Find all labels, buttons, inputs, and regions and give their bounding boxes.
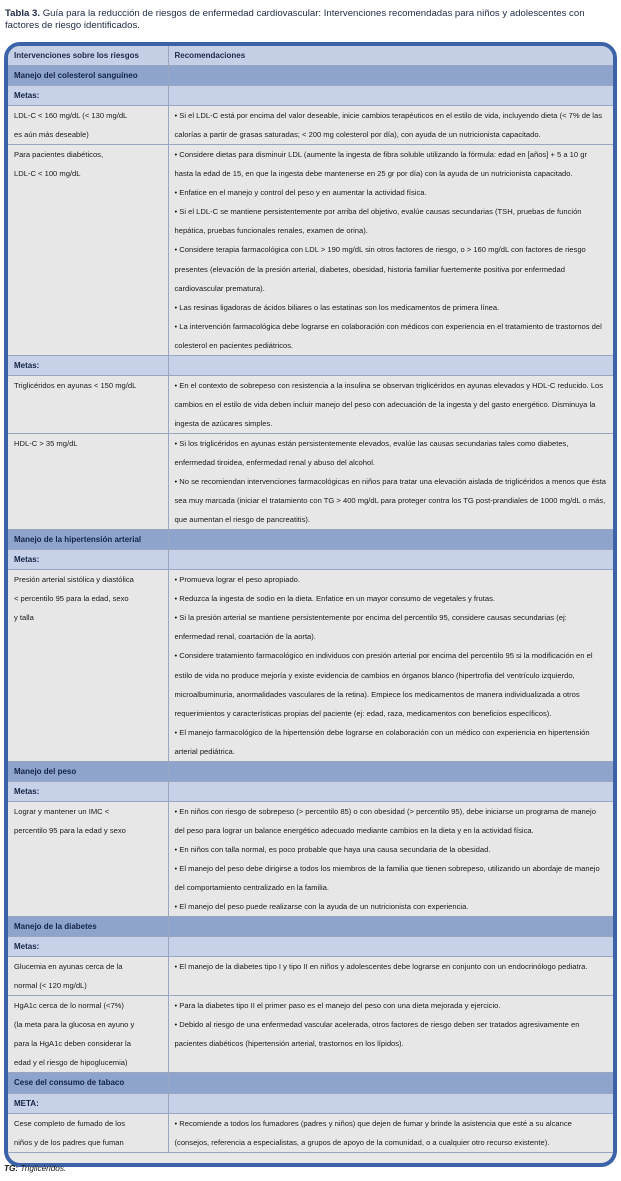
header-interventions: Intervenciones sobre los riesgos bbox=[8, 46, 168, 66]
footnote-text: Triglicéridos. bbox=[20, 1164, 67, 1173]
recommendation-item: • Recomiende a todos los fumadores (padres y niños) que dejen de fumar y brinde la asistencia que esté a su alcance (consejos, referencia a especialistas, a grupos de apoyo de la comunidad, o a cualquier otro recurso existente). bbox=[174, 1118, 572, 1147]
metas-label: Metas: bbox=[8, 86, 168, 106]
metas-row bbox=[8, 86, 613, 106]
goal-line: Presión arterial sistólica y diastólica bbox=[14, 575, 134, 585]
recommendation-item: • El manejo farmacológico de la hipertensión debe lograrse en colaboración con un médico con experiencia en hipertensión arterial pediátrica. bbox=[174, 727, 590, 756]
goal-line: LDL-C < 100 mg/dL bbox=[14, 169, 81, 179]
section-empty-cell bbox=[168, 530, 613, 550]
goal-cell bbox=[8, 433, 168, 529]
metas-row bbox=[8, 1093, 613, 1113]
goal-line: niños y de los padres que fuman bbox=[14, 1137, 124, 1147]
goal-line: < percentilo 95 para la edad, sexo bbox=[14, 594, 129, 604]
goal-line: HgA1c cerca de lo normal (<7%) bbox=[14, 1001, 124, 1011]
section-title: Manejo de la hipertensión arterial bbox=[8, 530, 168, 550]
recommendation-item: • Enfatice en el manejo y control del peso y en aumentar la actividad física. bbox=[174, 188, 427, 198]
risk-reduction-table bbox=[8, 46, 613, 1153]
footnote bbox=[4, 1164, 66, 1173]
recommendation-item: • Si el LDL-C se mantiene persistentemente por arriba del objetivo, evalúe causas secundarias (TSH, pruebas de función hepática, pruebas funcionales renales, examen de orina). bbox=[174, 207, 582, 236]
goal-line: edad y el riesgo de hipoglucemia) bbox=[14, 1058, 128, 1068]
metas-empty-cell bbox=[168, 86, 613, 106]
goal-cell bbox=[8, 996, 168, 1073]
goal-line: Triglicéridos en ayunas < 150 mg/dL bbox=[14, 380, 137, 390]
section-title: Manejo de la diabetes bbox=[8, 917, 168, 937]
recommendation-item: • No se recomiendan intervenciones farmacológicas en niños para tratar una elevación aislada de triglicéridos a menos que ésta sea muy marcada (iniciar el tratamiento con TG > 400 mg/dL para proteger contra los TG post-prandiales de 1000 mg/dL o más, que aumentan el riesgo de pancreatitis). bbox=[174, 477, 607, 525]
section-empty-cell bbox=[168, 66, 613, 86]
section-title: Manejo del peso bbox=[8, 761, 168, 781]
section-row bbox=[8, 530, 613, 550]
recommendation-item: • En el contexto de sobrepeso con resistencia a la insulina se observan triglicéridos en ayunas elevados y HDL-C reducido. Los cambios en el estilo de vida deben incluir manejo del peso con adecuación de la ingesta y del gasto energético. Disminuya la ingesta de azúcares simples. bbox=[174, 380, 604, 428]
recommendation-item: • El manejo de la diabetes tipo I y tipo II en niños y adolescentes debe lograrse en conjunto con un endocrinólogo pediatra. bbox=[174, 962, 588, 972]
recommendation-item: • El manejo del peso puede realizarse con la ayuda de un nutricionista con experiencia. bbox=[174, 902, 469, 912]
caption-text: Guía para la reducción de riesgos de enfermedad cardiovascular: Intervenciones recomendadas para niños y adolescentes con factores de riesgo identificados. bbox=[5, 8, 585, 31]
metas-empty-cell bbox=[168, 550, 613, 570]
metas-label: META: bbox=[8, 1093, 168, 1113]
recommendation-cell bbox=[168, 996, 613, 1073]
recommendation-cell bbox=[168, 106, 613, 145]
goal-cell bbox=[8, 570, 168, 761]
section-row bbox=[8, 917, 613, 937]
goal-line: Para pacientes diabéticos, bbox=[14, 150, 104, 160]
goal-cell bbox=[8, 1113, 168, 1152]
recommendation-cell bbox=[168, 570, 613, 761]
table-header-row bbox=[8, 46, 613, 66]
table-row bbox=[8, 996, 613, 1073]
recommendation-cell bbox=[168, 1113, 613, 1152]
recommendation-cell bbox=[168, 801, 613, 916]
recommendation-item: • Reduzca la ingesta de sodio en la dieta. Enfatice en un mayor consumo de vegetales y frutas. bbox=[174, 594, 496, 604]
recommendation-item: • En niños con riesgo de sobrepeso (> percentilo 85) o con obesidad (> percentilo 95), debe iniciarse un programa de manejo del peso para lograr un balance energético adecuado mediante cambios en la dieta y en la actividad física. bbox=[174, 806, 596, 835]
goal-line: (la meta para la glucosa en ayuno y bbox=[14, 1020, 135, 1030]
table-body bbox=[8, 66, 613, 1153]
section-empty-cell bbox=[168, 1073, 613, 1093]
metas-empty-cell bbox=[168, 1093, 613, 1113]
metas-label: Metas: bbox=[8, 355, 168, 375]
goal-line: percentilo 95 para la edad y sexo bbox=[14, 825, 126, 835]
recommendation-item: • En niños con talla normal, es poco probable que haya una causa secundaria de la obesidad. bbox=[174, 844, 491, 854]
metas-label: Metas: bbox=[8, 937, 168, 957]
goal-cell bbox=[8, 375, 168, 433]
goal-line: normal (< 120 mg/dL) bbox=[14, 981, 87, 991]
recommendation-item: • El manejo del peso debe dirigirse a todos los miembros de la familia que tienen sobrepeso, utilizando un abordaje de manejo del comportamiento centralizado en la familia. bbox=[174, 863, 600, 893]
metas-row bbox=[8, 937, 613, 957]
table-row bbox=[8, 375, 613, 433]
recommendation-cell bbox=[168, 375, 613, 433]
footnote-abbr: TG: bbox=[4, 1164, 19, 1173]
recommendation-item: • Considere terapia farmacológica con LDL > 190 mg/dL sin otros factores de riesgo, o > 160 mg/dL con factores de riesgo presentes (elevación de la presión arterial, diabetes, obesidad, historia familiar fuertemente positiva por enfermedad cardiovascular prematura). bbox=[174, 245, 586, 293]
goal-line: y talla bbox=[14, 613, 34, 623]
section-empty-cell bbox=[168, 917, 613, 937]
recommendation-cell bbox=[168, 957, 613, 996]
goal-line: LDL-C < 160 mg/dL (< 130 mg/dL bbox=[14, 111, 128, 121]
metas-empty-cell bbox=[168, 781, 613, 801]
caption-label: Tabla 3. bbox=[5, 8, 41, 19]
recommendation-item: • Considere dietas para disminuir LDL (aumente la ingesta de fibra soluble utilizando la fórmula: edad en [años] + 5 a 10 gr hasta la edad de 15, en que la ingesta debe mantenerse en 25 gr por día) con la ayuda de un nutricionista capacitado. bbox=[174, 150, 587, 179]
goal-cell bbox=[8, 801, 168, 916]
section-row bbox=[8, 761, 613, 781]
metas-row bbox=[8, 781, 613, 801]
goal-line: Glucemia en ayunas cerca de la bbox=[14, 962, 123, 972]
table-row bbox=[8, 801, 613, 916]
goal-cell bbox=[8, 145, 168, 356]
section-title: Manejo del colesterol sanguíneo bbox=[8, 66, 168, 86]
metas-label: Metas: bbox=[8, 550, 168, 570]
recommendation-item: • Si los triglicéridos en ayunas están persistentemente elevados, evalúe las causas secundarias tales como diabetes, enfermedad tiroidea, enfermedad renal y abuso del alcohol. bbox=[174, 438, 569, 467]
recommendation-item: • Para la diabetes tipo II el primer paso es el manejo del peso con una dieta mejorada y ejercicio. bbox=[174, 1001, 501, 1011]
table-caption bbox=[5, 8, 617, 31]
table-frame bbox=[4, 42, 617, 1167]
goal-line: es aún más deseable) bbox=[14, 130, 89, 140]
metas-row bbox=[8, 355, 613, 375]
recommendation-item: • Si el LDL-C está por encima del valor deseable, inicie cambios terapéuticos en el estilo de vida, incluyendo dieta (< 7% de las calorías a partir de grasas saturadas; < 200 mg colesterol por día), con ayuda de un nutricionista capacitado. bbox=[174, 111, 603, 140]
recommendation-item: • Las resinas ligadoras de ácidos biliares o las estatinas son los medicamentos de primera línea. bbox=[174, 302, 500, 312]
metas-empty-cell bbox=[168, 937, 613, 957]
metas-row bbox=[8, 550, 613, 570]
header-recommendations: Recomendaciones bbox=[168, 46, 613, 66]
recommendation-item: • Promueva lograr el peso apropiado. bbox=[174, 575, 300, 585]
section-title: Cese del consumo de tabaco bbox=[8, 1073, 168, 1093]
table-row bbox=[8, 1113, 613, 1152]
goal-line: HDL-C > 35 mg/dL bbox=[14, 438, 78, 448]
goal-cell bbox=[8, 106, 168, 145]
section-row bbox=[8, 1073, 613, 1093]
recommendation-item: • La intervención farmacológica debe lograrse en colaboración con médicos con experiencia en el tratamiento de trastornos del colesterol en pacientes pediátricos. bbox=[174, 321, 602, 350]
recommendation-item: • Debido al riesgo de una enfermedad vascular acelerada, otros factores de riesgo deben ser tratados agresivamente en pacientes diabéticos (hipertensión arterial, trastornos en los lípidos). bbox=[174, 1020, 580, 1049]
goal-line: Cese completo de fumado de los bbox=[14, 1118, 126, 1128]
recommendation-item: • Si la presión arterial se mantiene persistentemente por encima del percentilo 95, considere causas secundarias (ej: enfermedad renal, coartación de la aorta). bbox=[174, 613, 567, 642]
recommendation-item: • Considere tratamiento farmacológico en individuos con presión arterial por encima del percentilo 95 si la modificación en el estilo de vida no produce mejoría y existe evidencia de cambios en órganos blanco (hipertrofia del ventrículo izquierdo, microalbuminuria, anormalidades vasculares de la retina). Empiece los medicamentos de manera individualizada a otros requerimientos y características propias del paciente (ej: edad, raza, medicamentos con beneficios específicos). bbox=[174, 651, 593, 718]
goal-cell bbox=[8, 957, 168, 996]
metas-label: Metas: bbox=[8, 781, 168, 801]
table-row bbox=[8, 957, 613, 996]
table-row bbox=[8, 106, 613, 145]
section-row bbox=[8, 66, 613, 86]
table-row bbox=[8, 433, 613, 529]
recommendation-cell bbox=[168, 433, 613, 529]
table-row bbox=[8, 570, 613, 761]
goal-line: para la HgA1c deben considerar la bbox=[14, 1039, 131, 1049]
recommendation-cell bbox=[168, 145, 613, 356]
table-row bbox=[8, 145, 613, 356]
goal-line: Lograr y mantener un IMC < bbox=[14, 806, 110, 816]
section-empty-cell bbox=[168, 761, 613, 781]
metas-empty-cell bbox=[168, 355, 613, 375]
